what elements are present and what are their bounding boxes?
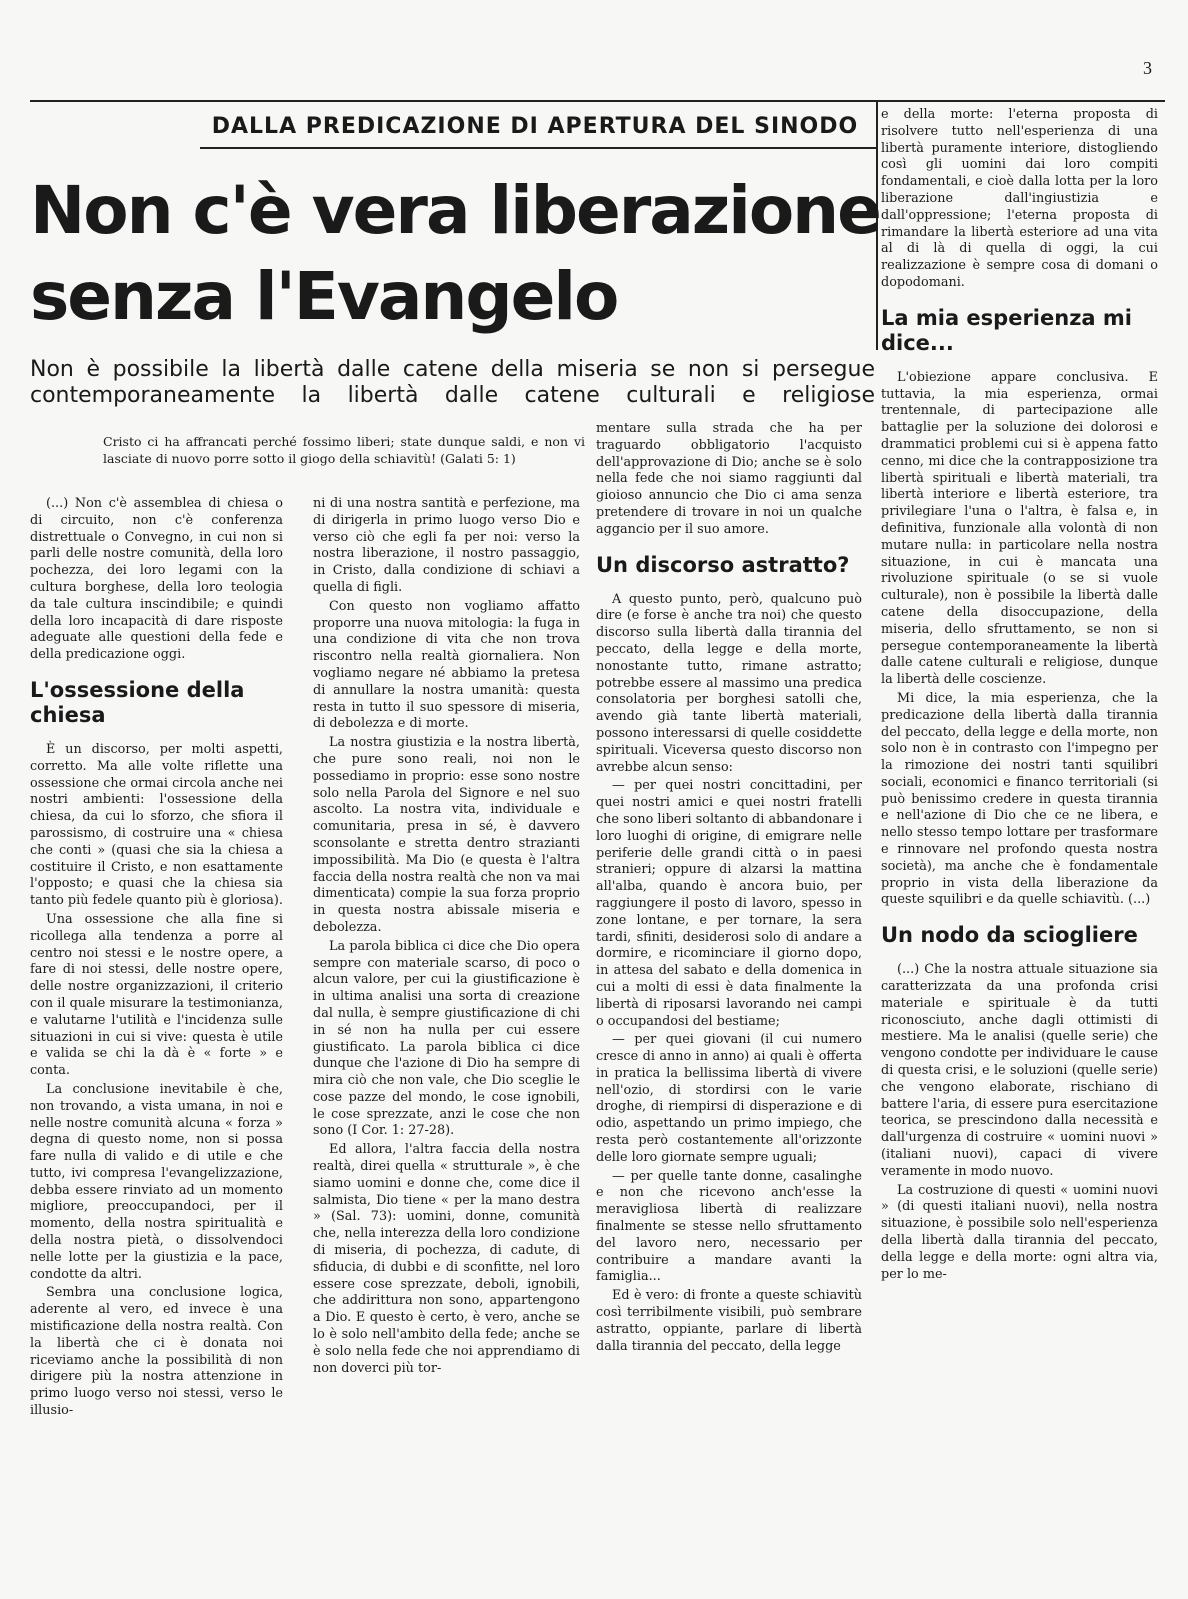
paragraph: (...) Non c'è assemblea di chiesa o di circuito, non c'è conferenza distrettuale o Convegno, in cui non si parli delle nostre comunità, della loro pochezza, dei loro legami con la cultura borghese, della loro teologia da tale cultura inscindibile; e quindi della loro incapacità di dare risposte adeguate alle questioni della fede e della predicazione oggi.: [30, 496, 283, 663]
kicker-rule: [200, 147, 876, 149]
paragraph: Ed è vero: di fronte a queste schiavitù così terribilmente visibili, può sembrare astratto, oppiante, parlare di libertà dalla tirannia del peccato, della legge: [596, 1288, 862, 1354]
paragraph: (...) Che la nostra attuale situazione sia caratterizzata da una profonda crisi materiale e spirituale è da tutti riconosciuto, anche dagli ottimisti di mestiere. Ma le analisi (quelle serie) che vengono condotte per individuare le cause di questa crisi, e le soluzioni (quelle serie) che vengono elaborate, rischiano di battere l'aria, di essere pura esercitazione teorica, se prescindono dalla necessità e dall'urgenza di costruire « uomini nuovi » (italiani nuovi), capaci di vivere veramente in modo nuovo.: [881, 962, 1158, 1179]
top-rule: [30, 100, 1165, 102]
headline-line-2: senza l'Evangelo: [30, 258, 618, 335]
subheading: La mia esperienza mi dice...: [881, 305, 1132, 355]
headline-line-1: Non c'è vera liberazione: [30, 172, 880, 249]
paragraph: A questo punto, però, qualcuno può dire (e forse è anche tra noi) che questo discorso sulla libertà dalla tirannia del peccato, della legge e della morte, nonostante tutto, rimane astratto; potrebbe essere al massimo una predica consolatoria per borghesi satolli che, avendo già tante libertà materiali, possono interessarsi di quelle cosiddette spirituali. Viceversa questo discorso non avrebbe alcun senso:: [596, 591, 862, 775]
subheading: Un discorso astratto?: [596, 552, 850, 577]
headline: [30, 168, 880, 340]
paragraph: — per quei nostri concittadini, per quei nostri amici e quei nostri fratelli che sono liberi soltanto di abbandonare i loro luoghi di origine, di emigrare nelle periferie delle grandi città o in paesi stranieri; oppure di alzarsi la mattina all'alba, quando è ancora buio, per raggiungere il posto di lavoro, spesso in zone lontane, e per tornare, la sera tardi, sfiniti, desiderosi solo di andare a dormire, e ricominciare il giorno dopo, in attesa del sabato e della domenica in cui a molti di essi è data finalmente la libertà di riposarsi lavorando nei campi o occupandosi del bestiame;: [596, 778, 862, 1029]
paragraph: La nostra giustizia e la nostra libertà, che pure sono reali, noi non le possediamo in proprio: esse sono nostre solo nella Parola del Signore e nel suo ascolto. La nostra vita, individuale e comunitaria, presa in sé, è davvero sconsolante e stretta dentro strazianti impossibilità. Ma Dio (e questa è l'altra faccia della nostra realtà che non va mai dimenticata) compie la sua forza proprio in questa nostra abissale miseria e debolezza.: [313, 735, 580, 935]
paragraph: — per quei giovani (il cui numero cresce di anno in anno) ai quali è offerta in pratica la bellissima libertà di vivere nell'ozio, di stordirsi con le varie droghe, di riempirsi di disperazione e di odio, aspettando un primo impiego, che resta però costantemente all'orizzonte delle loro giornate sempre uguali;: [596, 1032, 862, 1165]
paragraph: La conclusione inevitabile è che, non trovando, a vista umana, in noi e nelle nostre comunità alcuna « forza » degna di questo nome, non si possa fare nulla di valido e di utile e che tutto, ivi compresa l'evangelizzazione, debba essere rinviato ad un momento migliore, preoccupandoci, per il momento, della nostra spiritualità e della nostra pietà, o dissolvendoci nelle lotte per la giustizia e la pace, condotte da altri.: [30, 1081, 283, 1282]
paragraph: Mi dice, la mia esperienza, che la predicazione della libertà dalla tirannia del peccato, della legge e della morte, non solo non è in contrasto con l'impegno per la rimozione dei nostri tanti squilibri sociali, economici e financo territoriali (si può benissimo credere in questa tirannia e nell'azione di Dio che ce ne libera, e nello stesso tempo lottare per trasformare e rinnovare nel profondo questa nostra società), ma anche che è fondamentale proprio in vista della liberazione da queste squilibri e da quelle schiavitù. (...): [881, 690, 1158, 908]
subheading: Un nodo da sciogliere: [881, 923, 1138, 948]
paragraph: — per quelle tante donne, casalinghe e non che ricevono anch'esse la meravigliosa libertà di realizzare finalmente se stesse nello sfruttamento del lavoro nero, necessario per contribuire a mandare avanti la famiglia...: [596, 1168, 862, 1285]
column-4: [881, 107, 1158, 1587]
paragraph: Una ossessione che alla fine si ricollega alla tendenza a porre al centro noi stessi e le nostre opere, a fare di noi stessi, delle nostre opere, delle nostre organizzazioni, il criterio con il quale misurare la testimonianza, e valutarne l'utilità e l'incidenza sulle situazioni in cui si vive: questa è utile e valida se chi la dà è « forte » e conta.: [30, 911, 283, 1079]
kicker: DALLA PREDICAZIONE DI APERTURA DEL SINODO: [211, 114, 859, 139]
paragraph: Sembra una conclusione logica, aderente al vero, ed invece è una mistificazione della nostra realtà. Con la libertà che ci è donata noi riceviamo anche la possibilità di non dirigere più la nostra attenzione in primo luogo verso noi stessi, verso le illusio-: [30, 1285, 283, 1419]
paragraph: ni di una nostra santità e perfezione, ma di dirigerla in primo luogo verso Dio e verso ciò che egli fa per noi: verso la nostra liberazione, il nostro passaggio, in Cristo, dalla condizione di schiavi a quella di figli.: [313, 496, 580, 595]
paragraph: È un discorso, per molti aspetti, corretto. Ma alle volte riflette una ossessione che ormai circola anche nei nostri ambienti: l'ossessione della chiesa, da cui lo sforzo, che sfiora il parossismo, di costruire una « chiesa che conti » (quasi che sia la chiesa a costituire il Cristo, e non esattamente l'opposto; e quasi che la chiesa sia tanto più fedele quanto più è gloriosa).: [30, 741, 283, 909]
column-2: [313, 496, 580, 1586]
column-1: [30, 496, 283, 1586]
subheading: L'ossessione della chiesa: [30, 677, 245, 727]
paragraph: e della morte: l'eterna proposta di risolvere tutto nell'esperienza di una libertà puramente interiore, distogliendo così gli uomini dai loro compiti fondamentali, e cioè dalla lotta per la loro liberazione dall'ingiustizia e dall'oppressione; l'eterna proposta di rimandare la libertà esteriore ad una vita al di là di quella di oggi, la cui realizzazione è sempre cosa di domani o dopodomani.: [881, 107, 1158, 290]
paragraph: L'obiezione appare conclusiva. E tuttavia, la mia esperienza, ormai trentennale, di partecipazione alle battaglie per la soluzione dei dolorosi e drammatici problemi cui si è appena fatto cenno, mi dice che la contrapposizione tra libertà spirituali e libertà materiali, tra libertà interiore e libertà esteriore, tra privilegiare l'una o l'altra, è falsa e, in definitiva, funzionale alla volontà di non mutare nulla: in particolare nella nostra situazione, in cui è mancata una rivoluzione spirituale (o se si vuole culturale), non è possibile la libertà dalle catene della disoccupazione, della miseria, dello sfruttamento, se non si persegue contemporaneamente la libertà dalle catene culturali e religiose, dunque la libertà delle coscienze.: [881, 369, 1158, 688]
paragraph: La costruzione di questi « uomini nuovi » (di questi italiani nuovi), nella nostra situazione, è possibile solo nell'esperienza della libertà dalla tirannia del peccato, della legge e della morte: ogni altra via, per lo me-: [881, 1182, 1158, 1282]
paragraph: La parola biblica ci dice che Dio opera sempre con materiale scarso, di poco o alcun valore, per cui la giustificazione è in ultima analisi una sorta di creazione dal nulla, è sempre giustificazione di chi in sé non ha nulla per cui essere giustificato. La parola biblica ci dice dunque che l'azione di Dio ha sempre di mira ciò che non vale, che Dio sceglie le cose pazze del mondo, le cose ignobili, le cose sprezzate, anzi le cose che non sono (I Cor. 1: 27-28).: [313, 938, 580, 1139]
paragraph: mentare sulla strada che ha per traguardo obbligatorio l'acquisto dell'approvazione di Dio; anche se è solo nella fede che noi siamo raggiunti dal gioioso annuncio che Dio ci ama senza pretendere di trovare in noi un qualche aggancio per il suo amore.: [596, 421, 862, 537]
epigraph: Cristo ci ha affrancati perché fossimo liberi; state dunque saldi, e non vi lasciate di nuovo porre sotto il giogo della schiavitù! (Galati 5: 1): [103, 434, 585, 466]
page-number: 3: [1143, 58, 1152, 78]
paragraph: Ed allora, l'altra faccia della nostra realtà, direi quella « strutturale », è che siamo uomini e donne che, come dice il salmista, Dio tiene « per la mano destra » (Sal. 73): uomini, donne, comunità che, nella interezza della loro condizione di miseria, di pochezza, di cadute, di sfiducia, di dubbi e di sconfitte, nel loro essere cose sprezzate, deboli, ignobili, che addirittura non sono, appartengono a Dio. E questo è certo, è vero, anche se lo è solo nell'ambito della fede; anche se è solo nella fede che noi apprendiamo di non doverci più tor-: [313, 1142, 580, 1376]
column-3: [596, 421, 862, 1586]
paragraph: Con questo non vogliamo affatto proporre una nuova mitologia: la fuga in una condizione di vita che non trova riscontro nella realtà giornaliera. Non vogliamo negare né abbiamo la pretesa di annullare la nostra umanità: questa resta in tutto il suo spessore di miseria, di debolezza e di morte.: [313, 598, 580, 732]
deck: Non è possibile la libertà dalle catene della miseria se non si persegue contemporaneamente la libertà dalle catene culturali e religiose: [30, 357, 875, 408]
